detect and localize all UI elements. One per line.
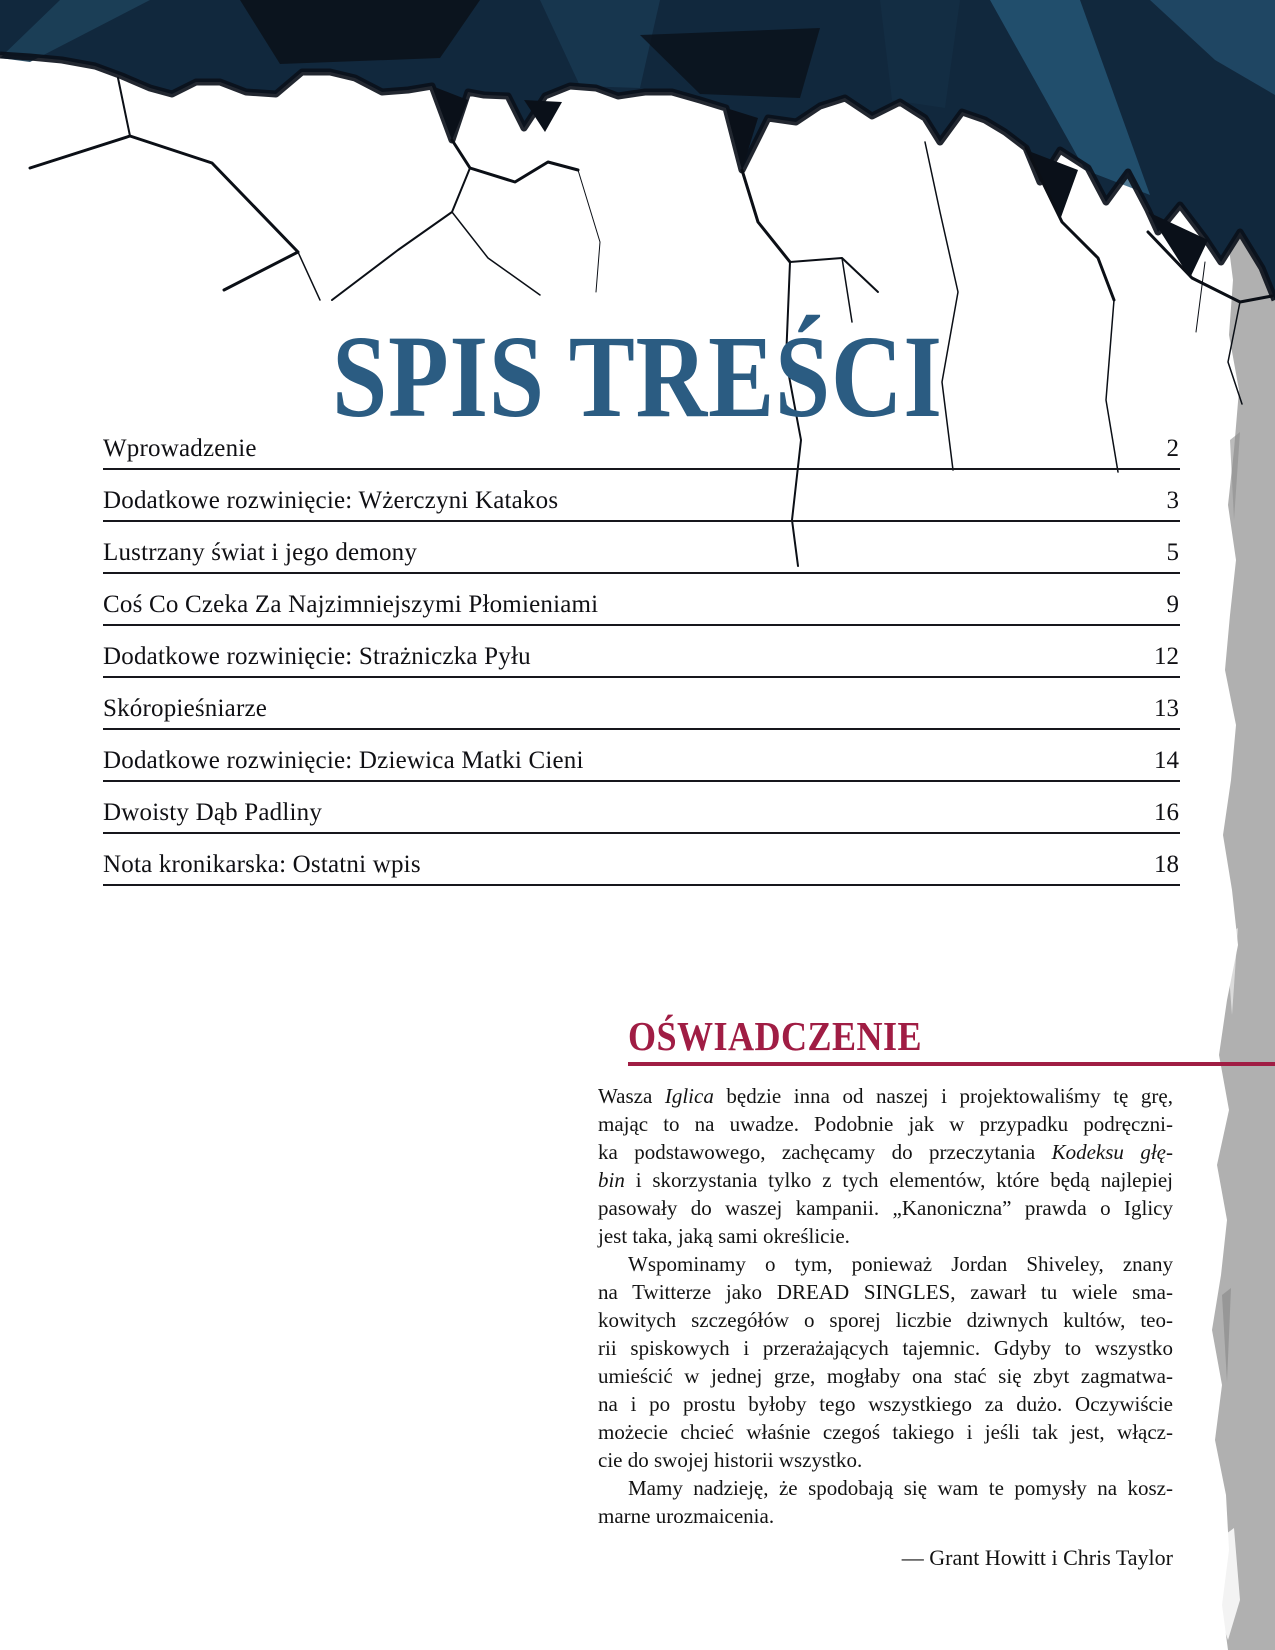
toc-entry-page-number: 14	[1154, 747, 1179, 774]
toc-entry-page-number: 3	[1166, 487, 1179, 514]
statement-text-line: marne urozmaicenia.	[598, 1504, 775, 1528]
statement-text-line: możecie chcieć właśnie czegoś takiego i jeśli tak jest, włącz-	[598, 1420, 1173, 1444]
statement-text-line: Wasza Iglica będzie inna od naszej i projektowaliśmy tę grę,	[598, 1084, 1173, 1108]
statement-attribution: — Grant Howitt i Chris Taylor	[901, 1545, 1173, 1570]
toc-entry-page-number: 12	[1154, 643, 1179, 670]
statement-text-line: Mamy nadzieję, że spodobają się wam te pomysły na kosz-	[628, 1476, 1173, 1500]
toc-entry[interactable]	[103, 678, 1180, 730]
toc-entry-page-number: 9	[1166, 591, 1179, 618]
toc-entry-page-number: 13	[1154, 695, 1179, 722]
statement-text-line: jest taka, jaką sami określicie.	[598, 1224, 850, 1248]
toc-entry[interactable]	[103, 834, 1180, 886]
statement-text-line: na i po prostu byłoby tego wszystkiego za dużo. Oczywiście	[598, 1392, 1173, 1416]
toc-entry[interactable]	[103, 418, 1180, 470]
toc-entry[interactable]	[103, 574, 1180, 626]
toc-entry-page-number: 18	[1154, 851, 1179, 878]
toc-entry-label: Nota kronikarska: Ostatni wpis	[103, 851, 421, 878]
statement-text-line: mając to na uwadze. Podobnie jak w przypadku podręczni-	[598, 1112, 1173, 1136]
statement-heading: OŚWIADCZENIE	[628, 1013, 923, 1059]
toc-entry-label: Skóropieśniarze	[103, 695, 268, 722]
toc-entry[interactable]	[103, 730, 1180, 782]
toc-entry-label: Dodatkowe rozwinięcie: Dziewica Matki Cieni	[103, 747, 584, 774]
statement-text-line: rii spiskowych i przerażających tajemnic. Gdyby to wszystko	[598, 1336, 1173, 1360]
toc-entry-label: Dwoisty Dąb Padliny	[103, 799, 323, 826]
toc-entry-label: Dodatkowe rozwinięcie: Wżerczyni Katakos	[103, 487, 559, 514]
toc-entry-page-number: 2	[1166, 435, 1179, 462]
toc-entry-label: Dodatkowe rozwinięcie: Strażniczka Pyłu	[103, 643, 531, 670]
toc-entry-label: Lustrzany świat i jego demony	[103, 539, 418, 566]
toc-list	[103, 418, 1180, 886]
statement-body	[598, 1082, 1173, 1530]
statement-text-line: ka podstawowego, zachęcamy do przeczytania Kodeksu głę-	[598, 1140, 1173, 1164]
statement-text-line: na Twitterze jako DREAD SINGLES, zawarł tu wiele sma-	[598, 1280, 1173, 1304]
toc-entry[interactable]	[103, 782, 1180, 834]
toc-entry[interactable]	[103, 626, 1180, 678]
statement-text-line: Wspominamy o tym, ponieważ Jordan Shiveley, znany	[628, 1252, 1173, 1276]
toc-entry-page-number: 5	[1166, 539, 1179, 566]
toc-entry-page-number: 16	[1154, 799, 1179, 826]
statement-text-line: pasowały do waszej kampanii. „Kanoniczna” prawda o Iglicy	[598, 1196, 1173, 1220]
statement-text-line: cie do swojej historii wszystko.	[598, 1448, 863, 1472]
statement-heading-rule	[628, 1062, 1275, 1066]
toc-title: SPIS TREŚCI	[332, 311, 943, 442]
toc-entry[interactable]	[103, 522, 1180, 574]
toc-entry-label: Coś Co Czeka Za Najzimniejszymi Płomieniami	[103, 591, 599, 618]
statement-text-line: umieścić w jednej grze, mogłaby ona stać się zbyt zagmatwa-	[598, 1364, 1173, 1388]
statement-text-line: bin i skorzystania tylko z tych elementów, które będą najlepiej	[598, 1168, 1173, 1192]
toc-entry-label: Wprowadzenie	[103, 435, 257, 462]
statement-text-line: kowitych szczegółów o sporej liczbie dziwnych kultów, teo-	[598, 1308, 1173, 1332]
toc-entry[interactable]	[103, 470, 1180, 522]
